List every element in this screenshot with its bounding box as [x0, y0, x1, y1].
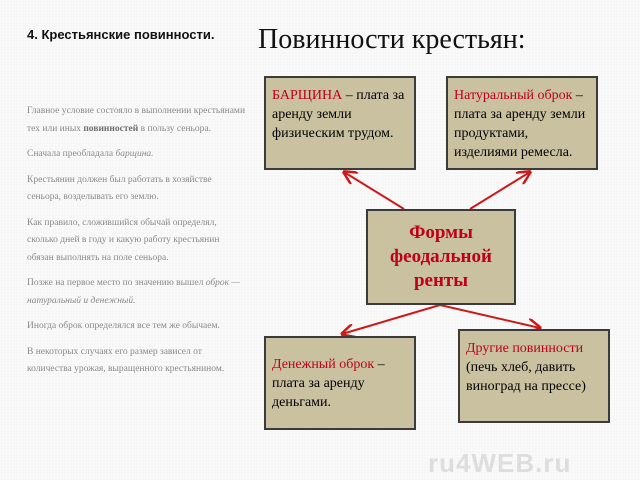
other-duties-box: [458, 329, 610, 423]
note-text: Сначала преобладала: [27, 149, 116, 159]
note-paragraph-4: Как правило, сложившийся обычай определял, сколько дней в году и какую работу крестьянин обязан выполнять на поле сеньора.: [27, 217, 220, 263]
corvee-text: – плата за аренду земли физическим трудом.: [272, 88, 405, 141]
note-emphasis: барщина.: [115, 149, 154, 159]
corvee-heading: БАРЩИНА: [272, 88, 343, 103]
note-text: Главное условие состояло в выполнении крестьянами тех или иных: [27, 106, 246, 134]
note-emphasis: повинностей: [83, 123, 139, 134]
feudal-rent-box: Формы феодальной ренты: [366, 209, 516, 305]
arrow-to-other: [440, 305, 540, 328]
money-rent-box: [264, 336, 416, 430]
corvee-box: [264, 76, 416, 170]
quitrent-text: – плата за аренду земли продуктами, изделиями ремесла.: [454, 88, 586, 160]
money-rent-heading: Денежный оброк: [272, 357, 375, 372]
quitrent-heading: Натуральный оброк: [454, 88, 573, 103]
arrow-to-money: [342, 305, 440, 334]
note-paragraph-3: Крестьянин должен был работать в хозяйстве сеньора, возделывать его землю.: [27, 174, 212, 202]
money-rent-text: – плата за аренду деньгами.: [272, 357, 385, 410]
quitrent-box: [446, 76, 598, 170]
note-emphasis: оброк — натуральный и денежный.: [27, 278, 240, 306]
arrow-to-corvee: [344, 172, 404, 209]
watermark: ru4WEB.ru: [428, 448, 572, 478]
note-text: Позже на первое место по значению вышел: [27, 278, 206, 288]
other-duties-heading: Другие повинности: [466, 341, 584, 356]
note-paragraph-7: В некоторых случаях его размер зависел от количества урожая, выращенного крестьянином.: [27, 346, 225, 374]
page-title: Повинности крестьян:: [258, 24, 526, 55]
section-title: 4. Крестьянские повинности.: [27, 27, 215, 42]
note-paragraph-6: Иногда оброк определялся все тем же обычаем.: [27, 321, 220, 331]
arrow-to-quit: [470, 172, 530, 209]
note-text: в пользу сеньора.: [138, 123, 211, 134]
other-duties-text: (печь хлеб, давить виноград на прессе): [466, 360, 586, 394]
